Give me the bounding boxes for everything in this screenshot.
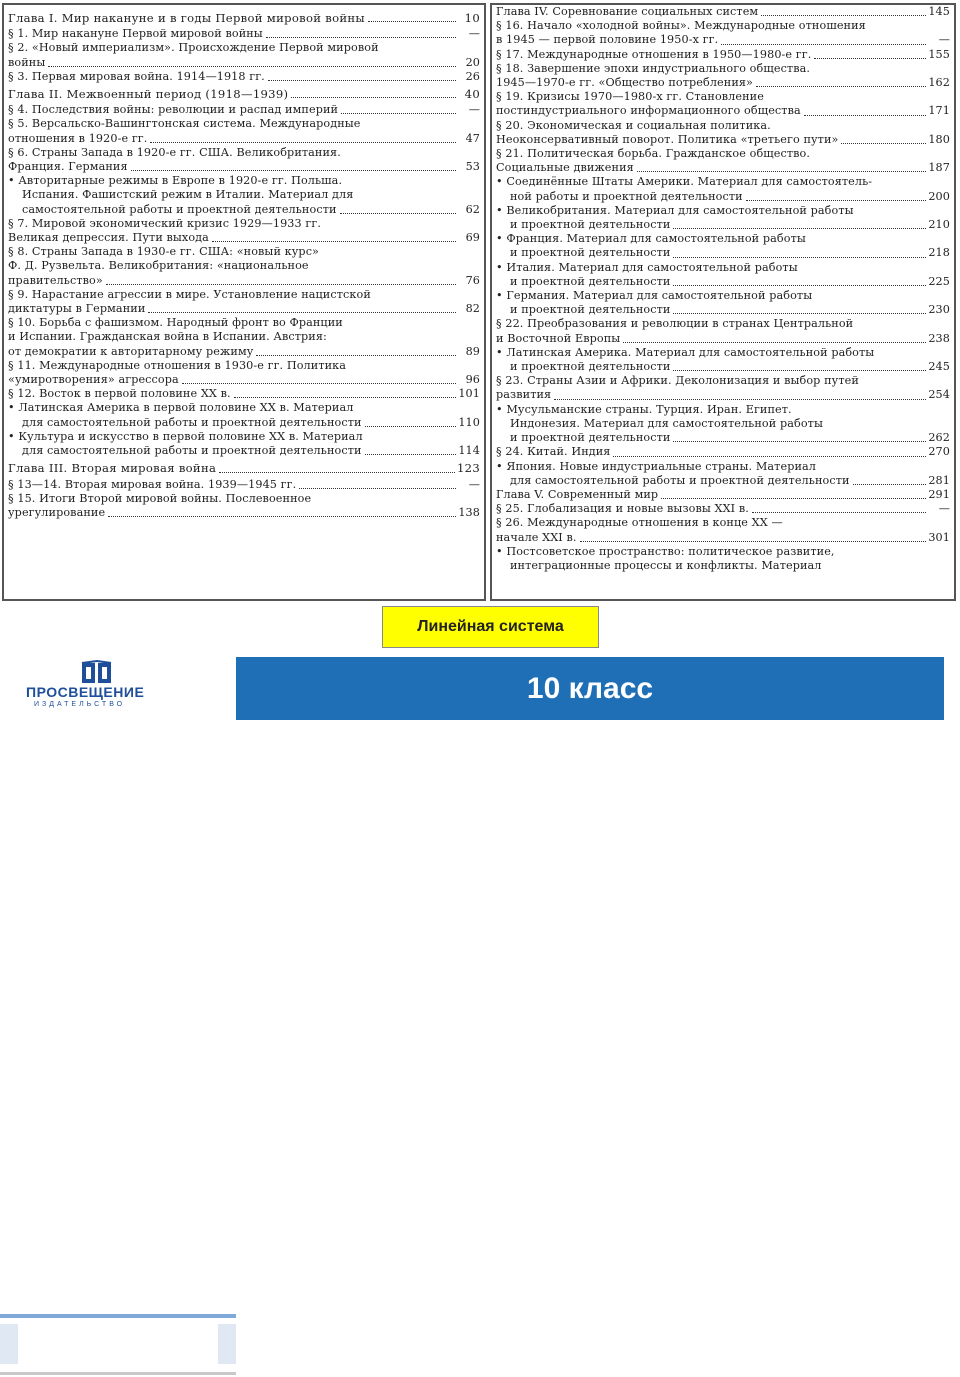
toc-entry	[8, 478, 480, 492]
toc-entry-line: • Великобритания. Материал для самостоятельной работы	[496, 203, 854, 217]
toc-entry-title: § 13—14. Вторая мировая война. 1939—1945 гг.	[8, 477, 297, 491]
toc-entry-title: Неоконсервативный поворот. Политика «третьего пути»	[496, 132, 839, 146]
toc-entry-title: для самостоятельной работы и проектной деятельности	[22, 444, 362, 458]
toc-page-number: 254	[928, 388, 950, 402]
toc-page-number: 155	[928, 47, 950, 61]
dot-leader	[299, 487, 456, 489]
dot-leader	[234, 396, 456, 398]
dot-leader	[148, 311, 456, 313]
toc-entry-line: • Латинская Америка в первой половине XX в. Материал	[8, 401, 354, 415]
toc-entry-line: § 21. Политическая борьба. Гражданское общество.	[496, 147, 811, 161]
toc-entry-title: для самостоятельной работы и проектной деятельности	[510, 473, 850, 487]
toc-page-number: 53	[465, 160, 480, 174]
dot-leader	[212, 240, 456, 242]
dot-leader	[673, 369, 926, 371]
toc-page-number: 162	[928, 76, 950, 90]
toc-entry	[496, 531, 950, 545]
toc-page-number: —	[468, 103, 480, 117]
grade-banner: 10 класс	[236, 657, 944, 720]
toc-entry-title: постиндустриального информационного общества	[496, 104, 801, 118]
toc-entry-title: Глава I. Мир накануне и в годы Первой мировой войны	[8, 11, 365, 25]
toc-entry	[8, 231, 480, 245]
toc-page-number: 114	[458, 444, 480, 458]
toc-entry	[496, 190, 950, 204]
dot-leader	[150, 141, 456, 143]
dot-leader	[108, 515, 456, 517]
toc-entry-line: • Франция. Материал для самостоятельной работы	[496, 232, 806, 246]
dot-leader	[841, 142, 926, 144]
dot-leader	[341, 112, 456, 114]
toc-entry-title: § 3. Первая мировая война. 1914—1918 гг.	[8, 69, 265, 83]
toc-entry-title: и проектной деятельности	[510, 303, 671, 317]
toc-entry-title: Глава II. Межвоенный период (1918—1939)	[8, 87, 289, 102]
toc-entry	[8, 103, 480, 117]
toc-entry-line: • Мусульманские страны. Турция. Иран. Египет.	[496, 402, 792, 416]
toc-entry	[8, 70, 480, 84]
toc-entry-title: урегулирование	[8, 505, 106, 519]
toc-entry-title: и Восточной Европы	[496, 331, 621, 345]
toc-chapter-entry	[8, 87, 480, 101]
dot-leader	[746, 199, 926, 201]
toc-page-number: 187	[928, 161, 950, 175]
dot-leader	[814, 57, 926, 59]
toc-entry-title: Глава III. Вторая мировая война	[8, 461, 217, 476]
toc-entry-title: от демократии к авторитарному режиму	[8, 344, 254, 358]
toc-entry	[496, 133, 950, 147]
toc-entry-line: • Культура и искусство в первой половине XX в. Материал	[8, 429, 363, 443]
dot-leader	[340, 212, 456, 214]
dot-leader	[853, 483, 926, 485]
toc-entry-title: развития	[496, 388, 552, 402]
toc-entry-title: и проектной деятельности	[510, 218, 671, 232]
toc-page-number: 225	[928, 274, 950, 288]
dot-leader	[673, 440, 926, 442]
toc-entry	[8, 444, 480, 458]
dot-leader	[106, 283, 456, 285]
dot-leader	[368, 20, 456, 22]
toc-page-number: 47	[465, 131, 480, 145]
toc-page-number: 101	[458, 387, 480, 401]
toc-left-column	[2, 3, 486, 601]
toc-entry	[496, 445, 950, 459]
toc-entry-title: § 4. Последствия войны: революции и распад империй	[8, 103, 339, 117]
toc-entry-line: • Авторитарные режимы в Европе в 1920-е гг. Польша.	[8, 174, 343, 188]
toc-entry-line: § 18. Завершение эпохи индустриального общества.	[496, 61, 811, 75]
toc-entry-line: Индонезия. Материал для самостоятельной работы	[510, 416, 823, 430]
dot-leader	[554, 398, 926, 400]
toc-page-number: 270	[928, 445, 950, 459]
toc-entry-line: § 15. Итоги Второй мировой войны. Послевоенное	[8, 491, 312, 505]
toc-page-number: 245	[928, 360, 950, 374]
toc-entry-title: Великая депрессия. Пути выхода	[8, 231, 209, 245]
toc-entry	[8, 302, 480, 316]
toc-entry-line: и Испании. Гражданская война в Испании. Австрия:	[8, 330, 327, 344]
toc-entry	[8, 506, 480, 520]
toc-entry	[496, 5, 950, 19]
toc-entry-line: интеграционные процессы и конфликты. Материал	[510, 558, 822, 572]
toc-entry	[496, 218, 950, 232]
publisher-name: ПРОСВЕЩЕНИЕ	[26, 684, 145, 700]
dot-leader	[256, 354, 456, 356]
toc-entry	[8, 160, 480, 174]
toc-entry-line: • Постсоветское пространство: политическое развитие,	[496, 544, 835, 558]
toc-entry	[8, 387, 480, 401]
toc-entry	[496, 275, 950, 289]
toc-page-number: 145	[928, 5, 950, 18]
toc-page-number: 281	[928, 473, 950, 487]
toc-entry-line: § 16. Начало «холодной войны». Международные отношения	[496, 19, 866, 33]
toc-entry-title: начале XXI в.	[496, 530, 577, 544]
toc-entry-title: Франция. Германия	[8, 160, 128, 174]
toc-entry-title: и проектной деятельности	[510, 360, 671, 374]
toc-page-number: 26	[465, 69, 480, 83]
toc-entry	[496, 388, 950, 402]
toc-entry-line: Испания. Фашистский режим в Италии. Материал для	[22, 188, 354, 202]
toc-entry-line: • Япония. Новые индустриальные страны. Материал	[496, 459, 816, 473]
toc-entry-line: § 22. Преобразования и революции в странах Центральной	[496, 317, 854, 331]
toc-page-number: 76	[465, 273, 480, 287]
dot-leader	[613, 455, 926, 457]
dot-leader	[48, 65, 456, 67]
dot-leader	[131, 169, 456, 171]
toc-page-number: 262	[928, 431, 950, 445]
toc-entry	[8, 345, 480, 359]
toc-entry-title: войны	[8, 55, 46, 69]
toc-entry-title: и проектной деятельности	[510, 274, 671, 288]
toc-entry-title: Глава IV. Соревнование социальных систем	[496, 5, 759, 18]
toc-entry	[496, 33, 950, 47]
dot-leader	[365, 453, 456, 455]
toc-entry	[496, 161, 950, 175]
toc-entry-title: в 1945 — первой половине 1950-х гг.	[496, 33, 719, 47]
toc-entry	[496, 474, 950, 488]
dot-leader	[752, 511, 926, 513]
toc-page-number: 40	[464, 87, 480, 102]
toc-entry-line: • Германия. Материал для самостоятельной работы	[496, 289, 813, 303]
dot-leader	[580, 540, 926, 542]
toc-entry	[496, 488, 950, 502]
toc-entry-line: § 8. Страны Запада в 1930-е гг. США: «новый курс»	[8, 245, 319, 259]
toc-chapter-entry	[8, 461, 480, 475]
dot-leader	[637, 170, 926, 172]
toc-right-column	[490, 3, 956, 601]
toc-page-number: 210	[928, 218, 950, 232]
toc-page-number: 89	[465, 344, 480, 358]
toc-entry-title: § 25. Глобализация и новые вызовы XXI в.	[496, 502, 749, 516]
toc-entry	[8, 203, 480, 217]
toc-entry-title: для самостоятельной работы и проектной деятельности	[22, 415, 362, 429]
dot-leader	[291, 96, 456, 98]
toc-entry-title: ной работы и проектной деятельности	[510, 189, 743, 203]
toc-entry-title: «умиротворения» агрессора	[8, 373, 179, 387]
toc-entry-line: § 7. Мировой экономический кризис 1929—1933 гг.	[8, 216, 321, 230]
toc-entry-line: § 26. Международные отношения в конце XX —	[496, 516, 783, 530]
dot-leader	[268, 79, 456, 81]
toc-page-number: 62	[465, 202, 480, 216]
dot-leader	[365, 425, 456, 427]
toc-entry-title: 1945—1970-е гг. «Общество потребления»	[496, 76, 753, 90]
toc-page-number: 10	[464, 11, 480, 25]
toc-entry-title: правительство»	[8, 273, 103, 287]
toc-entry	[8, 416, 480, 430]
system-label: Линейная система	[382, 606, 599, 648]
toc-entry	[8, 373, 480, 387]
toc-page-number: 230	[928, 303, 950, 317]
toc-entry-title: и проектной деятельности	[510, 431, 671, 445]
toc-page-number: —	[468, 477, 480, 491]
dot-leader	[761, 14, 926, 16]
dot-leader	[661, 497, 926, 499]
toc-page-number: 20	[465, 55, 480, 69]
toc-entry-line: § 5. Версальско-Вашингтонская система. Международные	[8, 117, 361, 131]
toc-entry-title: и проектной деятельности	[510, 246, 671, 260]
toc-entry-line: § 10. Борьба с фашизмом. Народный фронт во Франции	[8, 316, 343, 330]
dot-leader	[623, 341, 926, 343]
toc-entry	[496, 360, 950, 374]
toc-entry	[8, 27, 480, 41]
toc-entry	[496, 303, 950, 317]
toc-entry	[8, 274, 480, 288]
toc-entry	[496, 502, 950, 516]
toc-entry-title: § 24. Китай. Индия	[496, 445, 611, 459]
toc-page-number: 238	[928, 331, 950, 345]
dot-leader	[673, 284, 926, 286]
toc-entry-line: § 23. Страны Азии и Африки. Деколонизация и выбор путей	[496, 374, 859, 388]
toc-entry	[8, 132, 480, 146]
dot-leader	[673, 227, 926, 229]
dot-leader	[182, 382, 456, 384]
toc-entry-line: Ф. Д. Рузвельта. Великобритания: «национальное	[8, 259, 309, 273]
dot-leader	[804, 114, 926, 116]
toc-page-number: 123	[456, 461, 480, 476]
toc-entry-line: • Италия. Материал для самостоятельной работы	[496, 260, 798, 274]
publisher-subtitle: ИЗДАТЕЛЬСТВО	[34, 701, 126, 708]
toc-entry	[496, 246, 950, 260]
toc-entry-title: Социальные движения	[496, 161, 634, 175]
toc-entry	[496, 48, 950, 62]
toc-entry-title: отношения в 1920-е гг.	[8, 131, 148, 145]
toc-entry-line: § 6. Страны Запада в 1920-е гг. США. Великобритания.	[8, 145, 341, 159]
toc-entry-title: Глава V. Современный мир	[496, 487, 659, 501]
toc-page-number: 218	[928, 246, 950, 260]
toc-entry	[496, 332, 950, 346]
toc-entry-title: диктатуры в Германии	[8, 302, 146, 316]
stripes-decoration	[0, 1314, 236, 1377]
dot-leader	[673, 312, 926, 314]
toc-page-number: 171	[928, 104, 950, 118]
toc-page-number: 138	[458, 505, 480, 519]
toc-entry-title: § 17. Международные отношения в 1950—1980-е гг.	[496, 47, 812, 61]
toc-page-number: 69	[465, 231, 480, 245]
toc-entry-title: § 12. Восток в первой половине XX в.	[8, 387, 231, 401]
toc-entry-line: • Соединённые Штаты Америки. Материал для самостоятель-	[496, 175, 873, 189]
toc-page-number: 200	[928, 189, 950, 203]
toc-entry-line: • Латинская Америка. Материал для самостоятельной работы	[496, 345, 875, 359]
dot-leader	[219, 471, 455, 473]
dot-leader	[266, 36, 456, 38]
toc-page-number: —	[938, 33, 950, 47]
dot-leader	[673, 256, 926, 258]
toc-entry-line: § 2. «Новый империализм». Происхождение Первой мировой	[8, 41, 379, 55]
toc-page-number: 110	[458, 415, 480, 429]
publisher-logo-icon	[80, 660, 114, 686]
toc-entry-line: § 19. Кризисы 1970—1980-х гг. Становление	[496, 90, 764, 104]
toc-page-number: 96	[465, 373, 480, 387]
toc-entry	[496, 76, 950, 90]
toc-page-number: 301	[928, 530, 950, 544]
dot-leader	[721, 43, 926, 45]
toc-entry	[496, 104, 950, 118]
toc-entry	[8, 56, 480, 70]
toc-entry-line: § 11. Международные отношения в 1930-е гг. Политика	[8, 358, 347, 372]
toc-page-number: 82	[465, 302, 480, 316]
toc-page-number: 180	[928, 132, 950, 146]
toc-entry	[496, 431, 950, 445]
toc-entry-line: § 20. Экономическая и социальная политика.	[496, 118, 771, 132]
toc-entry-title: § 1. Мир накануне Первой мировой войны	[8, 27, 263, 41]
toc-chapter-entry	[8, 11, 480, 25]
toc-page-number: —	[468, 27, 480, 41]
toc-entry-title: самостоятельной работы и проектной деятельности	[22, 202, 337, 216]
dot-leader	[756, 85, 926, 87]
toc-entry-line: § 9. Нарастание агрессии в мире. Установление нацистской	[8, 287, 371, 301]
toc-page-number: —	[938, 502, 950, 516]
toc-page-number: 291	[928, 487, 950, 501]
